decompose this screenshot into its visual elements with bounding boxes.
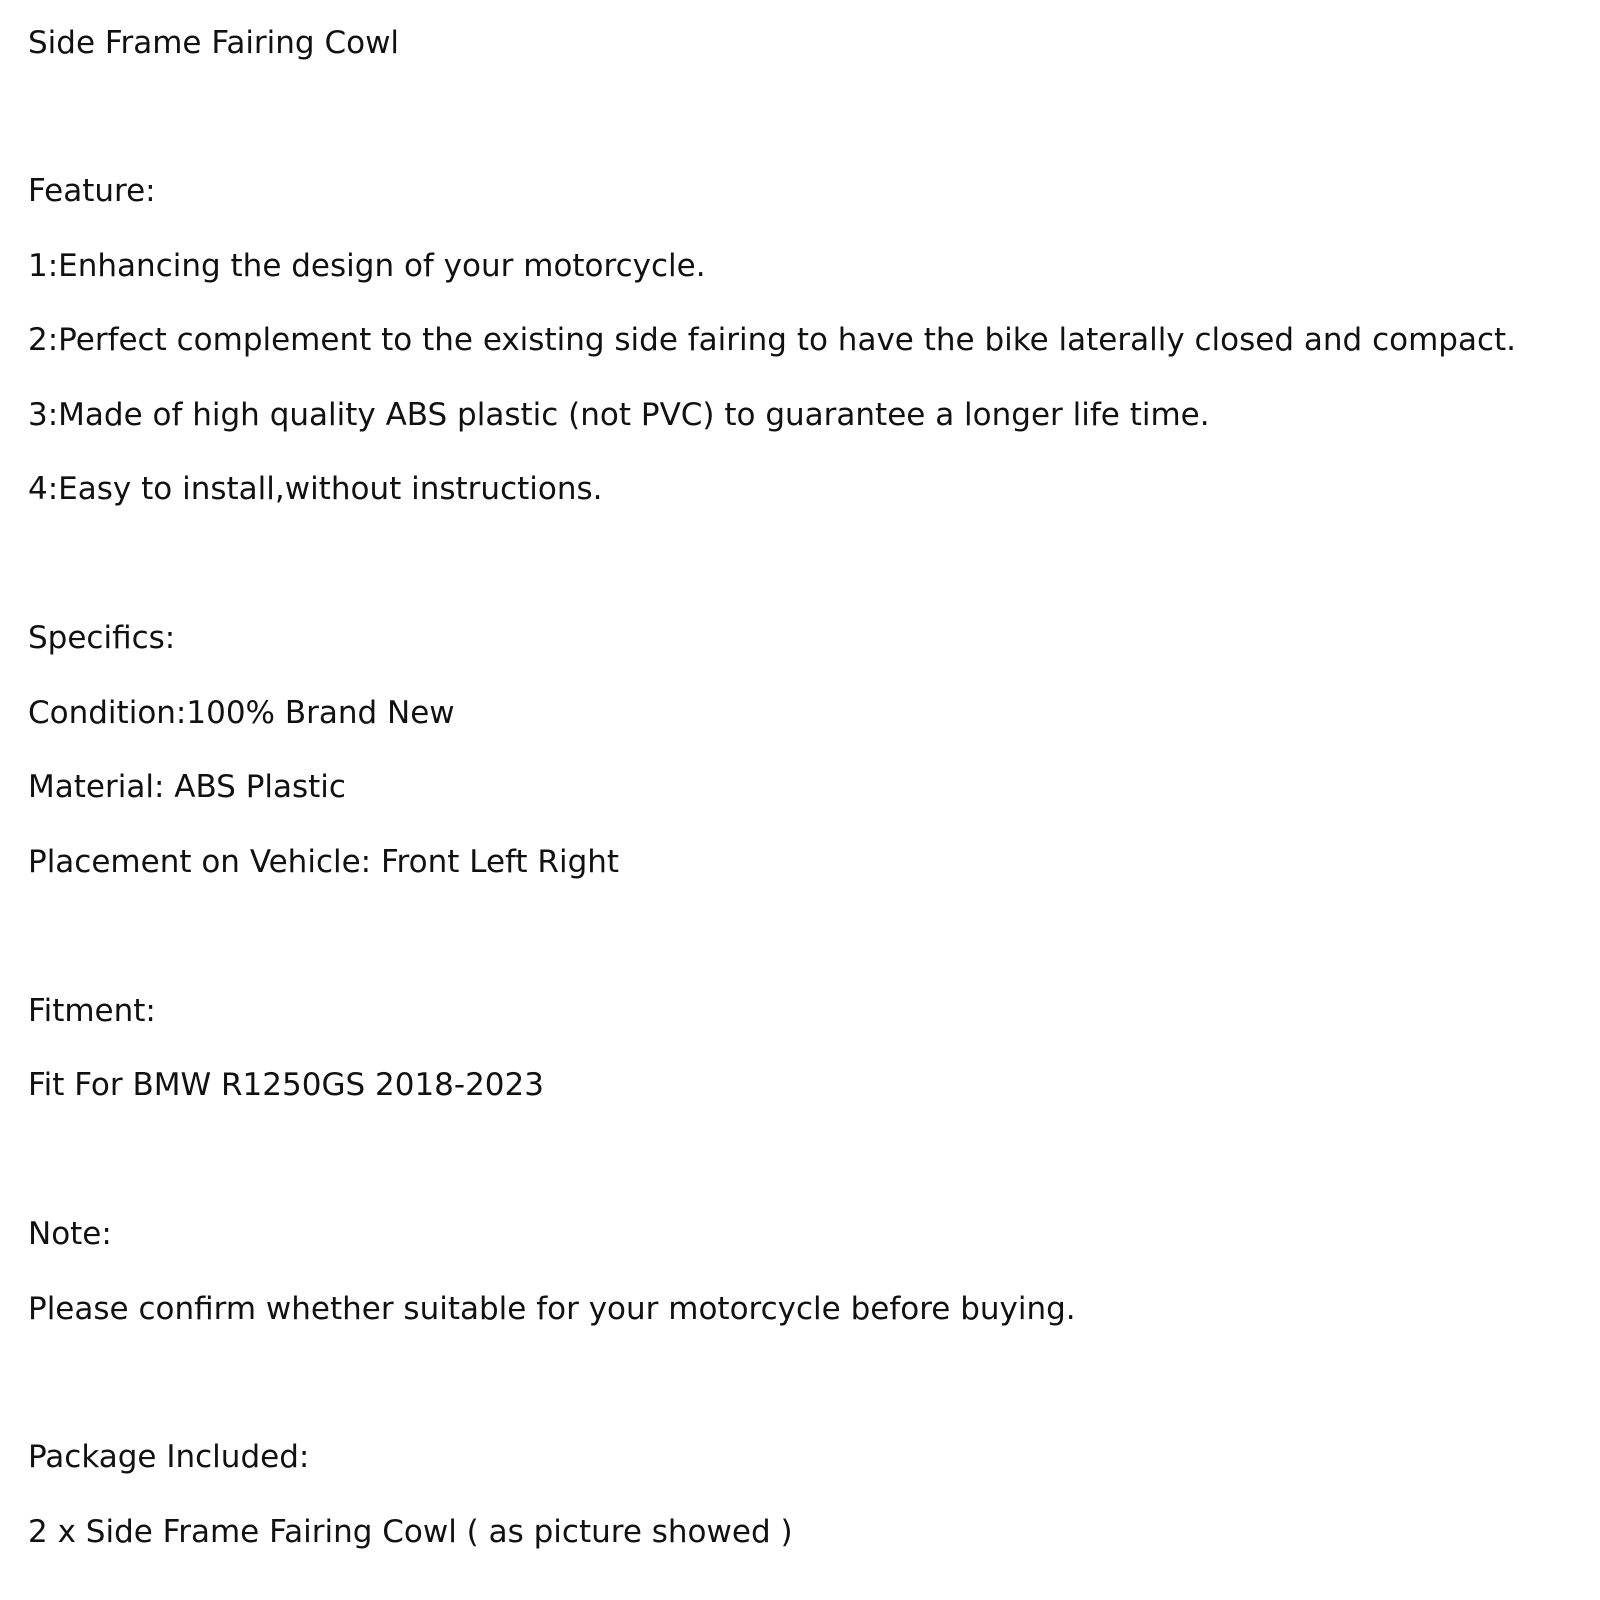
feature-item-3: 3:Made of high quality ABS plastic (not PVC) to guarantee a longer life time. <box>28 397 1210 433</box>
note-text: Please confirm whether suitable for your motorcycle before buying. <box>28 1291 1076 1327</box>
feature-item-1: 1:Enhancing the design of your motorcycle. <box>28 248 706 284</box>
specifics-condition: Condition:100% Brand New <box>28 695 455 731</box>
specifics-placement: Placement on Vehicle: Front Left Right <box>28 844 620 880</box>
package-text: 2 x Side Frame Fairing Cowl ( as picture showed ) <box>28 1514 793 1550</box>
specifics-material: Material: ABS Plastic <box>28 769 346 805</box>
product-title: Side Frame Fairing Cowl <box>28 25 400 61</box>
feature-item-2: 2:Perfect complement to the existing side fairing to have the bike laterally closed and compact. <box>28 322 1516 358</box>
feature-item-4: 4:Easy to install,without instructions. <box>28 471 603 507</box>
note-heading: Note: <box>28 1216 112 1252</box>
package-heading: Package Included: <box>28 1439 310 1475</box>
fitment-text: Fit For BMW R1250GS 2018-2023 <box>28 1067 544 1103</box>
specifics-heading: Specifics: <box>28 620 176 656</box>
feature-heading: Feature: <box>28 173 156 209</box>
fitment-heading: Fitment: <box>28 993 156 1029</box>
product-description <box>28 0 1588 1600</box>
